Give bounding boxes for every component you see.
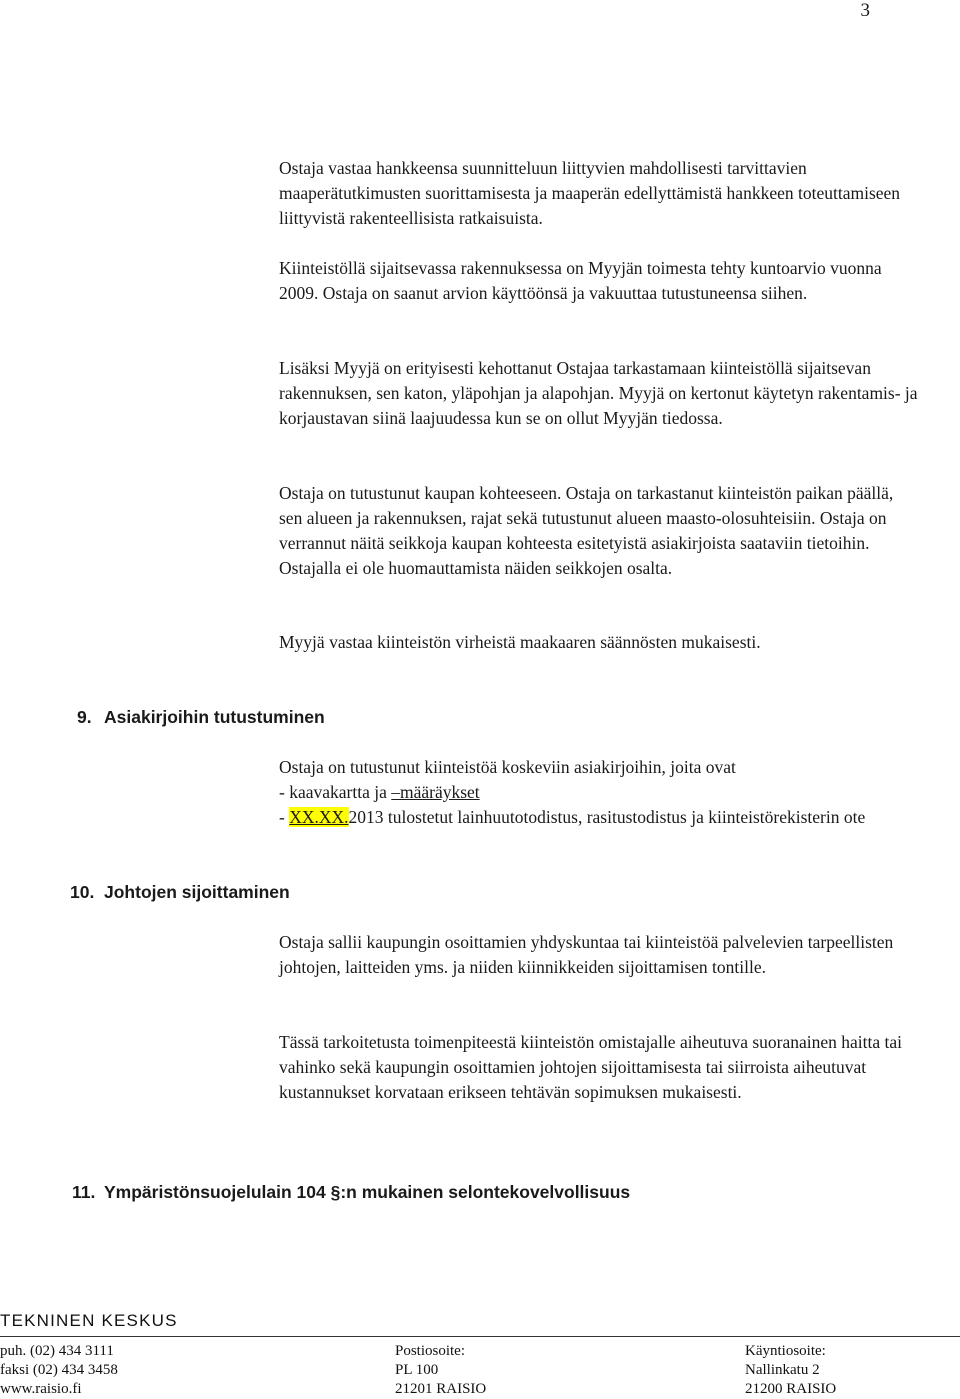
paragraph-condition-assessment: Kiinteistöllä sijaitsevassa rakennuksessa on Myyjän toimesta tehty kuntoarvio vuonna 2009. Ostaja on saanut arvion käyttöönsä ja vakuuttaa tutustuneensa siihen. (279, 258, 882, 303)
paragraph-utility-placement: Ostaja sallii kaupungin osoittamien yhdyskuntaa tai kiinteistöä palvelevien tarpeellisten johtojen, laitteiden yms. ja niiden kiinnikkeiden sijoittamisen tontille. (279, 932, 894, 977)
section-heading-9 (77, 706, 325, 728)
highlighted-date-placeholder: XX.XX. (289, 807, 349, 827)
document-list-intro: Ostaja on tutustunut kiinteistöä koskeviin asiakirjoihin, joita ovat (279, 757, 736, 777)
section-title: Ympäristönsuojelulain 104 §:n mukainen selontekovelvollisuus (104, 1182, 631, 1202)
footer-visiting-label: Käyntiosoite: (745, 1343, 826, 1359)
underlined-text: –määräykset (391, 782, 480, 802)
footer-phone: puh. (02) 434 3111 (0, 1343, 114, 1359)
paragraph-soil-investigations: Ostaja vastaa hankkeensa suunnitteluun liittyvien mahdollisesti tarvittavien maaperätutkimusten suorittamisesta ja maaperän edellyttämistä hankkeen toteuttamiseen liittyvistä rakenteellisista ratkaisuista. (279, 158, 901, 228)
footer-visiting-city: 21200 RAISIO (745, 1381, 837, 1397)
list-item: - kaavakartta ja –määräykset (279, 782, 480, 802)
paragraph-buyer-inspection: Ostaja on tutustunut kaupan kohteeseen. Ostaja on tarkastanut kiinteistön paikan päällä, sen alueen ja rakennuksen, rajat sekä tutustunut alueen maasto-olosuhteisiin. Ostaja on verrannut näitä seikkoja kaupan kohteesta esitetyistä asiakirjoista saataviin tietoihin. Ostajalla ei ole huomauttamista näiden seikkojen osalta. (279, 483, 894, 578)
footer-postal-city: 21201 RAISIO (395, 1381, 487, 1397)
section-number: 11. (72, 1182, 96, 1202)
section-title: Johtojen sijoittaminen (104, 882, 290, 902)
page-number: 3 (860, 0, 870, 21)
section-number: 9. (77, 707, 92, 727)
footer-postal-label: Postiosoite: (395, 1343, 466, 1359)
paragraph-seller-liability: Myyjä vastaa kiinteistön virheistä maakaaren säännösten mukaisesti. (279, 632, 761, 652)
section-heading-11 (72, 1181, 630, 1203)
section-number: 10. (70, 882, 95, 902)
paragraph-compensation: Tässä tarkoitetusta toimenpiteestä kiinteistön omistajalle aiheutuva suoranainen haitta tai vahinko sekä kaupungin osoittamien johtojen sijoittamisesta tai siirroista aiheutuvat kustannukset korvataan erikseen tehtävän sopimuksen mukaisesti. (279, 1032, 903, 1102)
footer-organization: TEKNINEN KESKUS (0, 1311, 178, 1330)
document-list (279, 755, 919, 830)
footer-postal-address (395, 1342, 486, 1399)
section-title: Asiakirjoihin tutustuminen (104, 707, 325, 727)
footer-divider (0, 1336, 960, 1337)
footer-street: Nallinkatu 2 (745, 1362, 820, 1378)
footer-visiting-address (745, 1342, 836, 1399)
section-heading-10 (70, 881, 290, 903)
list-item: - XX.XX.2013 tulostetut lainhuutotodistus, rasitustodistus ja kiinteistörekisterin ote (279, 807, 866, 827)
paragraph-inspection-request: Lisäksi Myyjä on erityisesti kehottanut Ostajaa tarkastamaan kiinteistöllä sijaitsevan rakennuksen, sen katon, yläpohjan ja alapohjan. Myyjä on kertonut käytetyn rakentamis- ja korjaustavan siinä laajuudessa kun se on ollut Myyjän tiedossa. (279, 358, 918, 428)
footer-website: www.raisio.fi (0, 1381, 82, 1397)
footer-postal-box: PL 100 (395, 1362, 439, 1378)
footer-contact (0, 1342, 118, 1399)
footer-fax: faksi (02) 434 3458 (0, 1362, 118, 1378)
